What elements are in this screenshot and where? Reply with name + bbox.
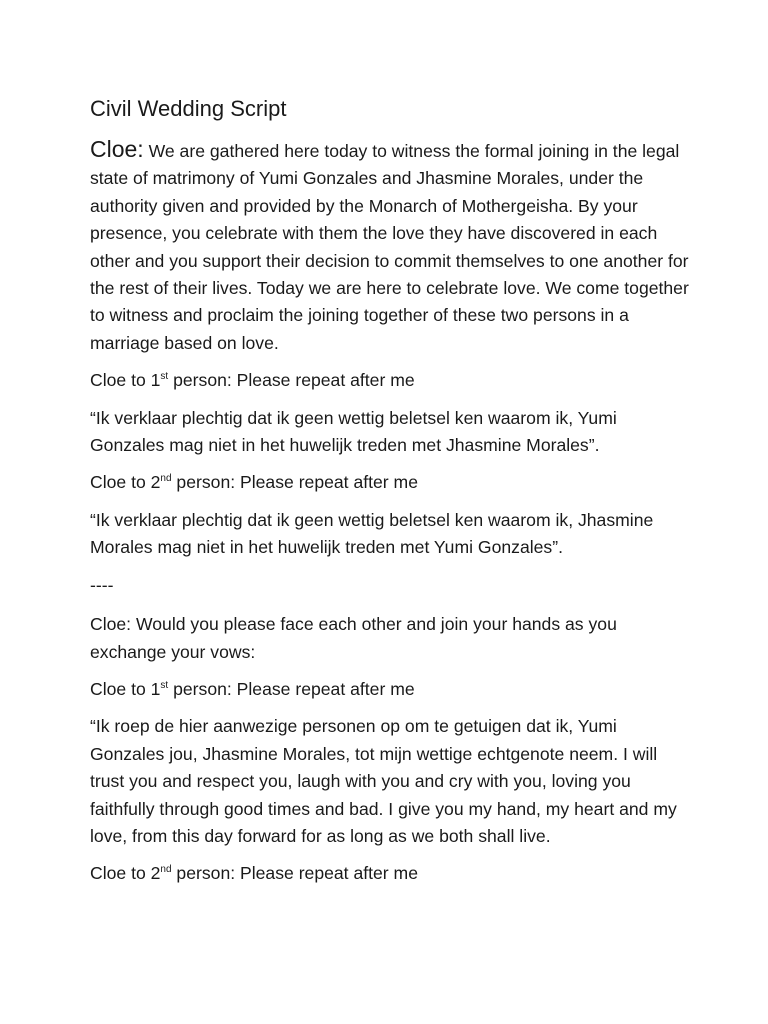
ordinal-suffix: nd	[160, 473, 172, 485]
cue-text: person: Please repeat after me	[168, 678, 415, 699]
ordinal-suffix: st	[160, 371, 169, 383]
oath-second-person: “Ik verklaar plechtig dat ik geen wettig beletsel ken waarom ik, Jhasmine Morales mag niet in het huwelijk treden met Yumi Gonzales”.	[90, 509, 654, 558]
cue-text: person: Please repeat after me	[168, 370, 415, 391]
cue-text: person: Please repeat after me	[171, 472, 418, 493]
cue-text: person: Please repeat after me	[171, 863, 418, 884]
vows-intro: Cloe: Would you please face each other and join your hands as you exchange your vows:	[90, 614, 617, 662]
cue-second-person-2	[90, 860, 690, 887]
cue-text: Cloe to 1	[90, 370, 161, 391]
opening-paragraph	[90, 136, 690, 357]
oath-first-person: “Ik verklaar plechtig dat ik geen wettig beletsel ken waarom ik, Yumi Gonzales mag niet in het huwelijk treden met Jhasmine Morales”.	[90, 407, 617, 456]
cue-text: Cloe to 1	[90, 678, 161, 699]
section-separator: ----	[90, 574, 114, 595]
cue-second-person-1	[90, 469, 690, 496]
cue-text: Cloe to 2	[90, 472, 161, 493]
cue-first-person-1	[90, 367, 690, 394]
opening-text: We are gathered here today to witness the formal joining in the legal state of matrimony of Yumi Gonzales and Jhasmine Morales, under the authority given and provided by the Monarch of Mothergeisha. By your presence, you celebrate with them the love they have discovered in each other and you support their decision to commit themselves to one another for the rest of their lives. Today we are here to celebrate love. We come together to witness and proclaim the joining together of these two persons in a marriage based on love.	[90, 141, 689, 353]
document-page	[90, 94, 690, 888]
ordinal-suffix: nd	[160, 864, 172, 876]
ordinal-suffix: st	[160, 679, 169, 691]
document-title: Civil Wedding Script	[90, 96, 287, 121]
speaker-label: Cloe:	[90, 136, 144, 162]
vow-first-person: “Ik roep de hier aanwezige personen op om te getuigen dat ik, Yumi Gonzales jou, Jhasmine Morales, tot mijn wettige echtgenote neem. I will trust you and respect you, laugh with you and cry with you, loving you faithfully through good times and bad. I give you my hand, my heart and my love, from this day forward for as long as we both shall live.	[90, 716, 677, 846]
cue-first-person-2	[90, 676, 690, 703]
cue-text: Cloe to 2	[90, 863, 161, 884]
